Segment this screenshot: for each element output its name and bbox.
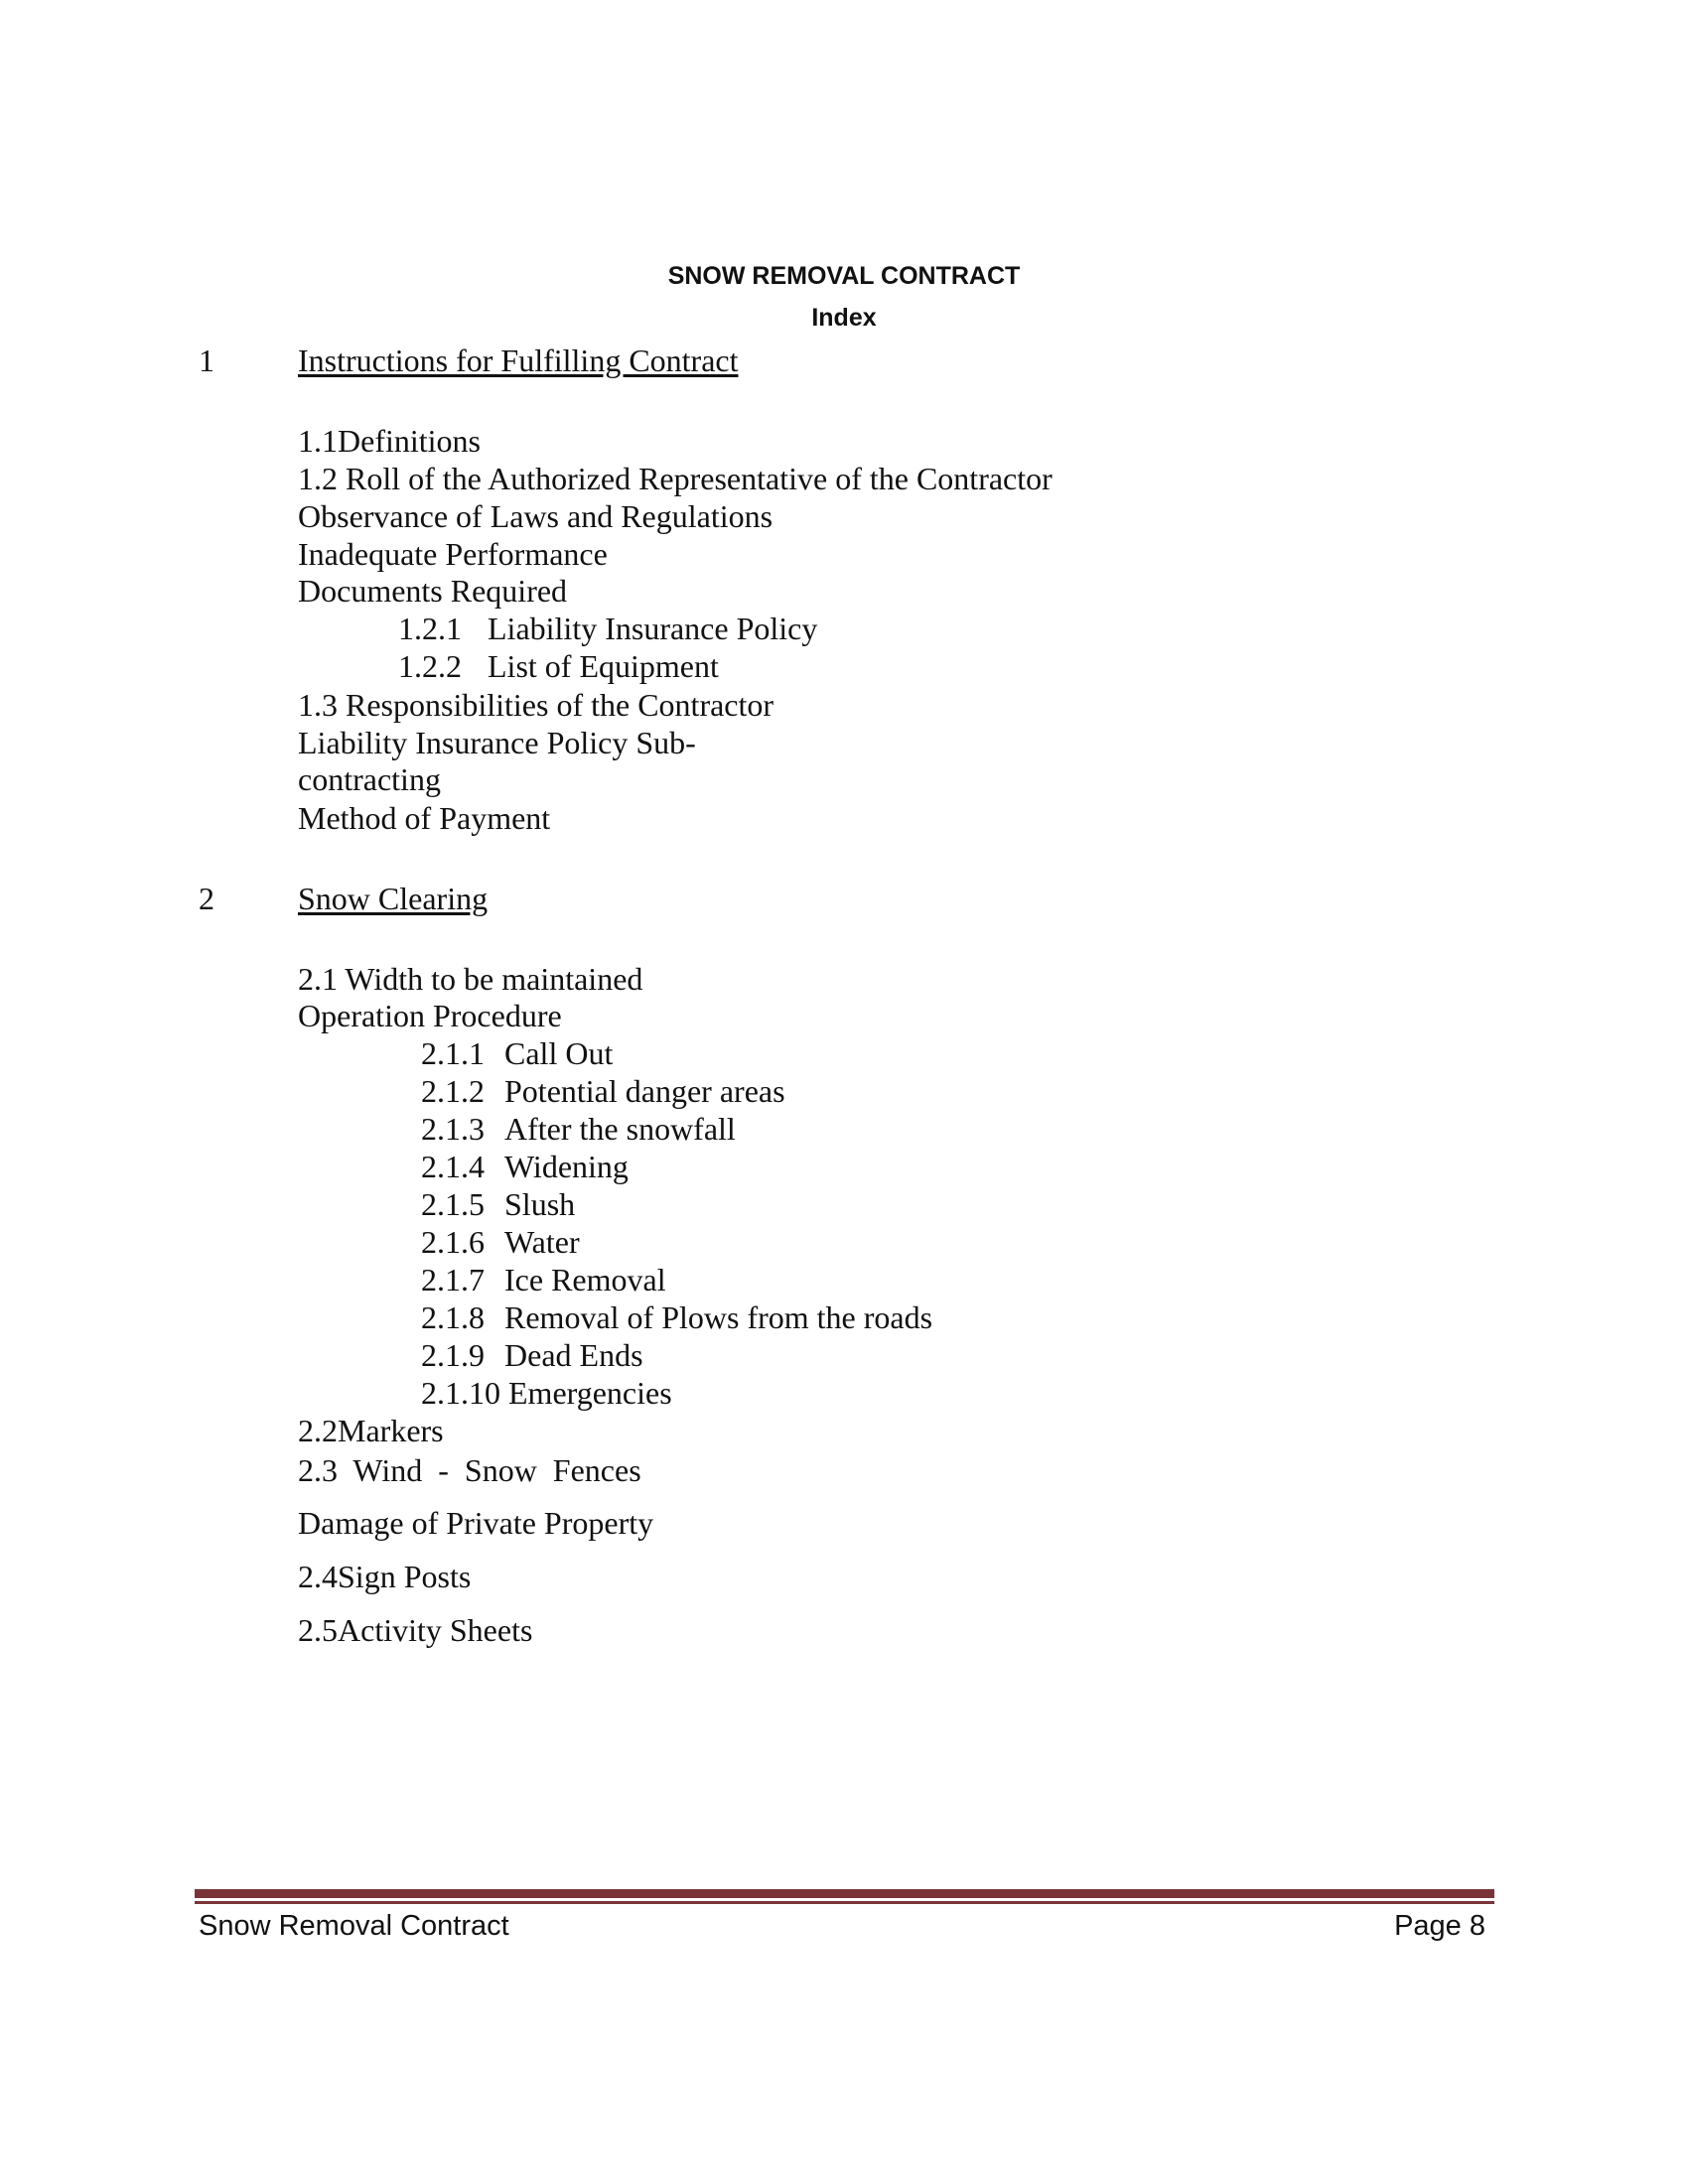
- subentry-number: 1.2.1: [398, 611, 462, 646]
- index-entry: Method of Payment: [298, 800, 551, 836]
- index-entry: contracting: [298, 761, 441, 797]
- subentry-text: Emergencies: [508, 1375, 672, 1411]
- subentry-number: 2.1.10: [421, 1375, 500, 1411]
- subentry-number: 2.1.9: [421, 1337, 485, 1373]
- index-subentry: [421, 1186, 575, 1222]
- subentry-text: List of Equipment: [488, 648, 719, 684]
- footer-rule: [195, 1889, 1494, 1898]
- index-subentry: [421, 1111, 736, 1147]
- index-entry: 2.4Sign Posts: [298, 1559, 472, 1594]
- index-entry: 1.1Definitions: [298, 423, 481, 459]
- index-entry: Operation Procedure: [298, 998, 562, 1033]
- subentry-number: 2.1.4: [421, 1149, 485, 1184]
- subentry-number: 2.1.7: [421, 1262, 485, 1297]
- index-entry: 2.5Activity Sheets: [298, 1612, 533, 1648]
- footer-rule-thin: [195, 1901, 1494, 1904]
- index-subentry: [421, 1375, 672, 1411]
- subentry-text: Dead Ends: [504, 1337, 643, 1373]
- subentry-number: 2.1.2: [421, 1073, 485, 1109]
- index-subentry: [398, 611, 817, 646]
- subentry-number: 2.1.8: [421, 1299, 485, 1335]
- subentry-number: 2.1.3: [421, 1111, 485, 1147]
- footer-title: Snow Removal Contract: [199, 1910, 509, 1942]
- index-subentry: [421, 1337, 643, 1373]
- subentry-text: Water: [504, 1224, 580, 1260]
- index-entry: 2.3 Wind - Snow Fences: [298, 1452, 641, 1488]
- section-heading: Instructions for Fulfilling Contract: [298, 342, 739, 378]
- document-title: SNOW REMOVAL CONTRACT: [667, 262, 1021, 290]
- subentry-text: Liability Insurance Policy: [488, 611, 818, 646]
- index-subentry: [421, 1262, 666, 1297]
- index-subentry: [421, 1299, 932, 1335]
- subentry-number: 2.1.1: [421, 1035, 485, 1071]
- subentry-text: Slush: [504, 1186, 576, 1222]
- subentry-text: Call Out: [504, 1035, 614, 1071]
- index-subentry: [421, 1035, 613, 1071]
- subentry-text: Ice Removal: [504, 1262, 666, 1297]
- subentry-text: Widening: [504, 1149, 629, 1184]
- subentry-number: 2.1.6: [421, 1224, 485, 1260]
- index-entry: Observance of Laws and Regulations: [298, 498, 774, 534]
- index-entry: Documents Required: [298, 573, 568, 609]
- subentry-number: 2.1.5: [421, 1186, 485, 1222]
- index-entry: 1.3 Responsibilities of the Contractor: [298, 687, 774, 723]
- index-entry: Liability Insurance Policy Sub-: [298, 725, 696, 760]
- index-entry: Damage of Private Property: [298, 1505, 654, 1541]
- index-subentry: [398, 648, 719, 684]
- page-number: Page 8: [1394, 1910, 1485, 1942]
- subentry-text: Potential danger areas: [504, 1073, 785, 1109]
- section-number: 2: [199, 881, 214, 916]
- index-subentry: [421, 1224, 580, 1260]
- index-entry: 2.1 Width to be maintained: [298, 961, 643, 997]
- section-number: 1: [199, 342, 214, 378]
- index-subentry: [421, 1149, 629, 1184]
- subentry-text: After the snowfall: [504, 1111, 736, 1147]
- index-entry: 1.2 Roll of the Authorized Representative of the Contractor: [298, 461, 1053, 496]
- index-entry: Inadequate Performance: [298, 536, 608, 572]
- subentry-number: 1.2.2: [398, 648, 462, 684]
- index-entry: 2.2Markers: [298, 1413, 444, 1448]
- subentry-text: Removal of Plows from the roads: [504, 1299, 933, 1335]
- document-subtitle: Index: [811, 304, 877, 332]
- section-heading: Snow Clearing: [298, 881, 489, 916]
- index-subentry: [421, 1073, 785, 1109]
